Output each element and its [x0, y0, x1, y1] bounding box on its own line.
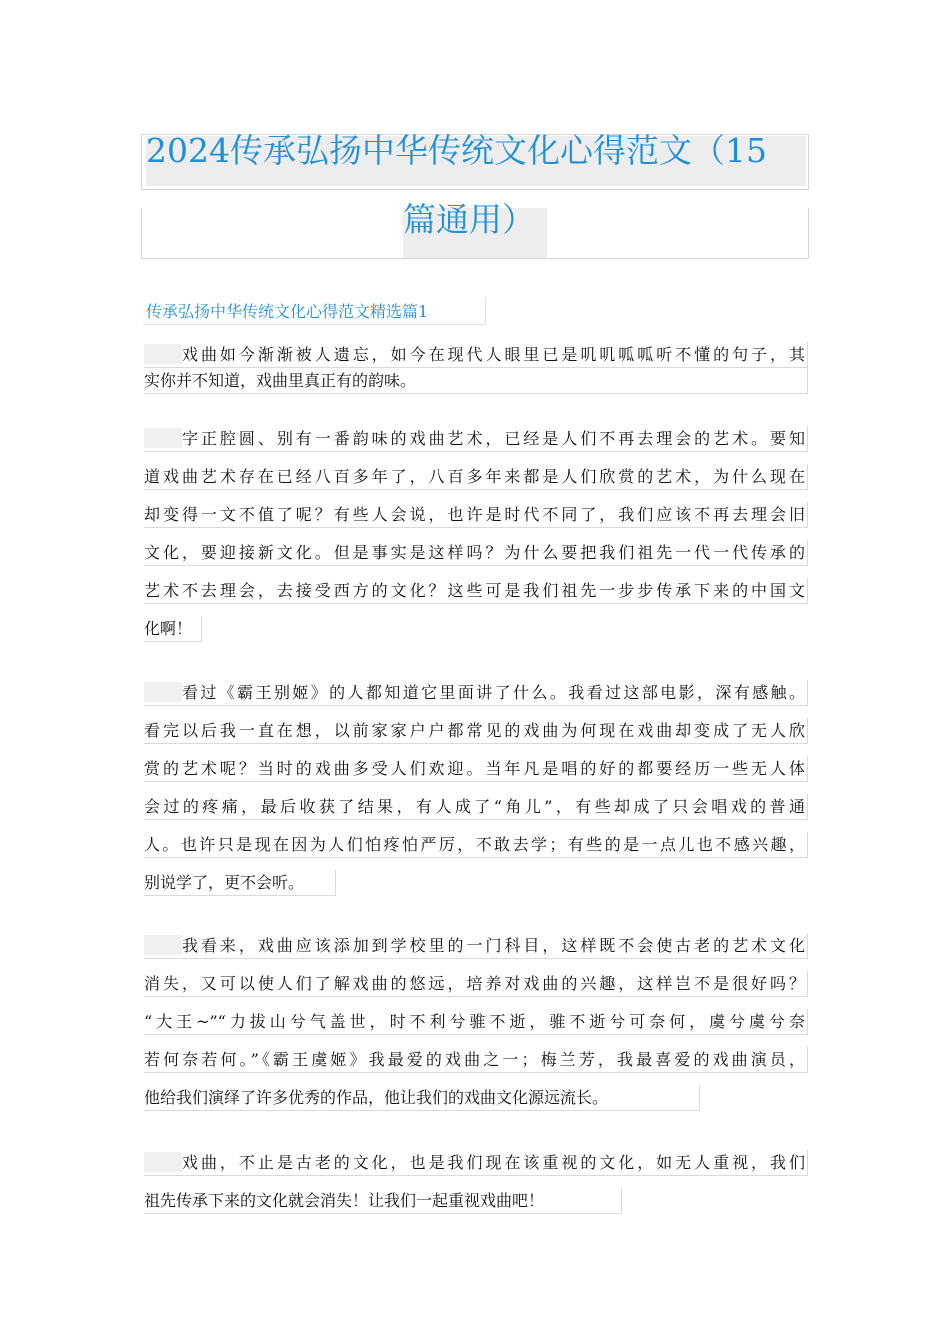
text-line: 戏曲，不止是古老的文化，也是我们现在该重视的文化，如无人重视，我们 [144, 1150, 808, 1176]
document-title-line-2: 篇通用） [403, 200, 535, 239]
text-line: 消失，又可以使人们了解戏曲的悠远，培养对戏曲的兴趣，这样岂不是很好吗？ [144, 971, 808, 997]
text-line: 若何奈若何。”《霸王虞姬》我最爱的戏曲之一；梅兰芳，我最喜爱的戏曲演员， [144, 1047, 808, 1073]
text-line: 文化，要迎接新文化。但是事实是这样吗？为什么要把我们祖先一代一代传承的 [144, 540, 808, 566]
paragraph-3 [144, 680, 808, 896]
section-subheading: 传承弘扬中华传统文化心得范文精选篇1 [146, 302, 429, 321]
document-title-line-1: 2024传承弘扬中华传统文化心得范文（15 [146, 131, 767, 170]
text-line: 实你并不知道，戏曲里真正有的韵味。 [144, 368, 808, 394]
text-line: 艺术不去理会，去接受西方的文化？这些可是我们祖先一步步传承下来的中国文 [144, 578, 808, 604]
text-line: 看完以后我一直在想，以前家家户户都常见的戏曲为何现在戏曲却变成了无人欣 [144, 718, 808, 744]
paragraph-4 [144, 933, 808, 1111]
text-line: 字正腔圆、别有一番韵味的戏曲艺术，已经是人们不再去理会的艺术。要知 [144, 426, 808, 452]
text-line: 别说学了，更不会听。 [144, 870, 336, 896]
text-line: “大王~”“力拔山兮气盖世，时不利兮骓不逝，骓不逝兮可奈何，虞兮虞兮奈 [144, 1009, 808, 1035]
text-line: 会过的疼痛，最后收获了结果，有人成了“角儿”，有些却成了只会唱戏的普通 [144, 794, 808, 820]
text-line: 道戏曲艺术存在已经八百多年了，八百多年来都是人们欣赏的艺术，为什么现在 [144, 464, 808, 490]
text-line: 看过《霸王别姬》的人都知道它里面讲了什么。我看过这部电影，深有感触。 [144, 680, 808, 706]
paragraph-2 [144, 426, 808, 642]
text-line: 化啊！ [144, 616, 202, 642]
text-line: 人。也许只是现在因为人们怕疼怕严厉，不敢去学；有些的是一点儿也不感兴趣， [144, 832, 808, 858]
text-line: 赏的艺术呢？当时的戏曲多受人们欢迎。当年凡是唱的好的都要经历一些无人体 [144, 756, 808, 782]
paragraph-5 [144, 1150, 808, 1214]
text-line: 我看来，戏曲应该添加到学校里的一门科目，这样既不会使古老的艺术文化 [144, 933, 808, 959]
text-line: 他给我们演绎了许多优秀的作品，他让我们的戏曲文化源远流长。 [144, 1085, 700, 1111]
text-line: 祖先传承下来的文化就会消失！让我们一起重视戏曲吧！ [144, 1188, 622, 1214]
text-line: 却变得一文不值了呢？有些人会说，也许是时代不同了，我们应该不再去理会旧 [144, 502, 808, 528]
text-line: 戏曲如今渐渐被人遗忘，如今在现代人眼里已是叽叽呱呱听不懂的句子，其 [144, 342, 808, 368]
paragraph-1 [144, 342, 808, 394]
